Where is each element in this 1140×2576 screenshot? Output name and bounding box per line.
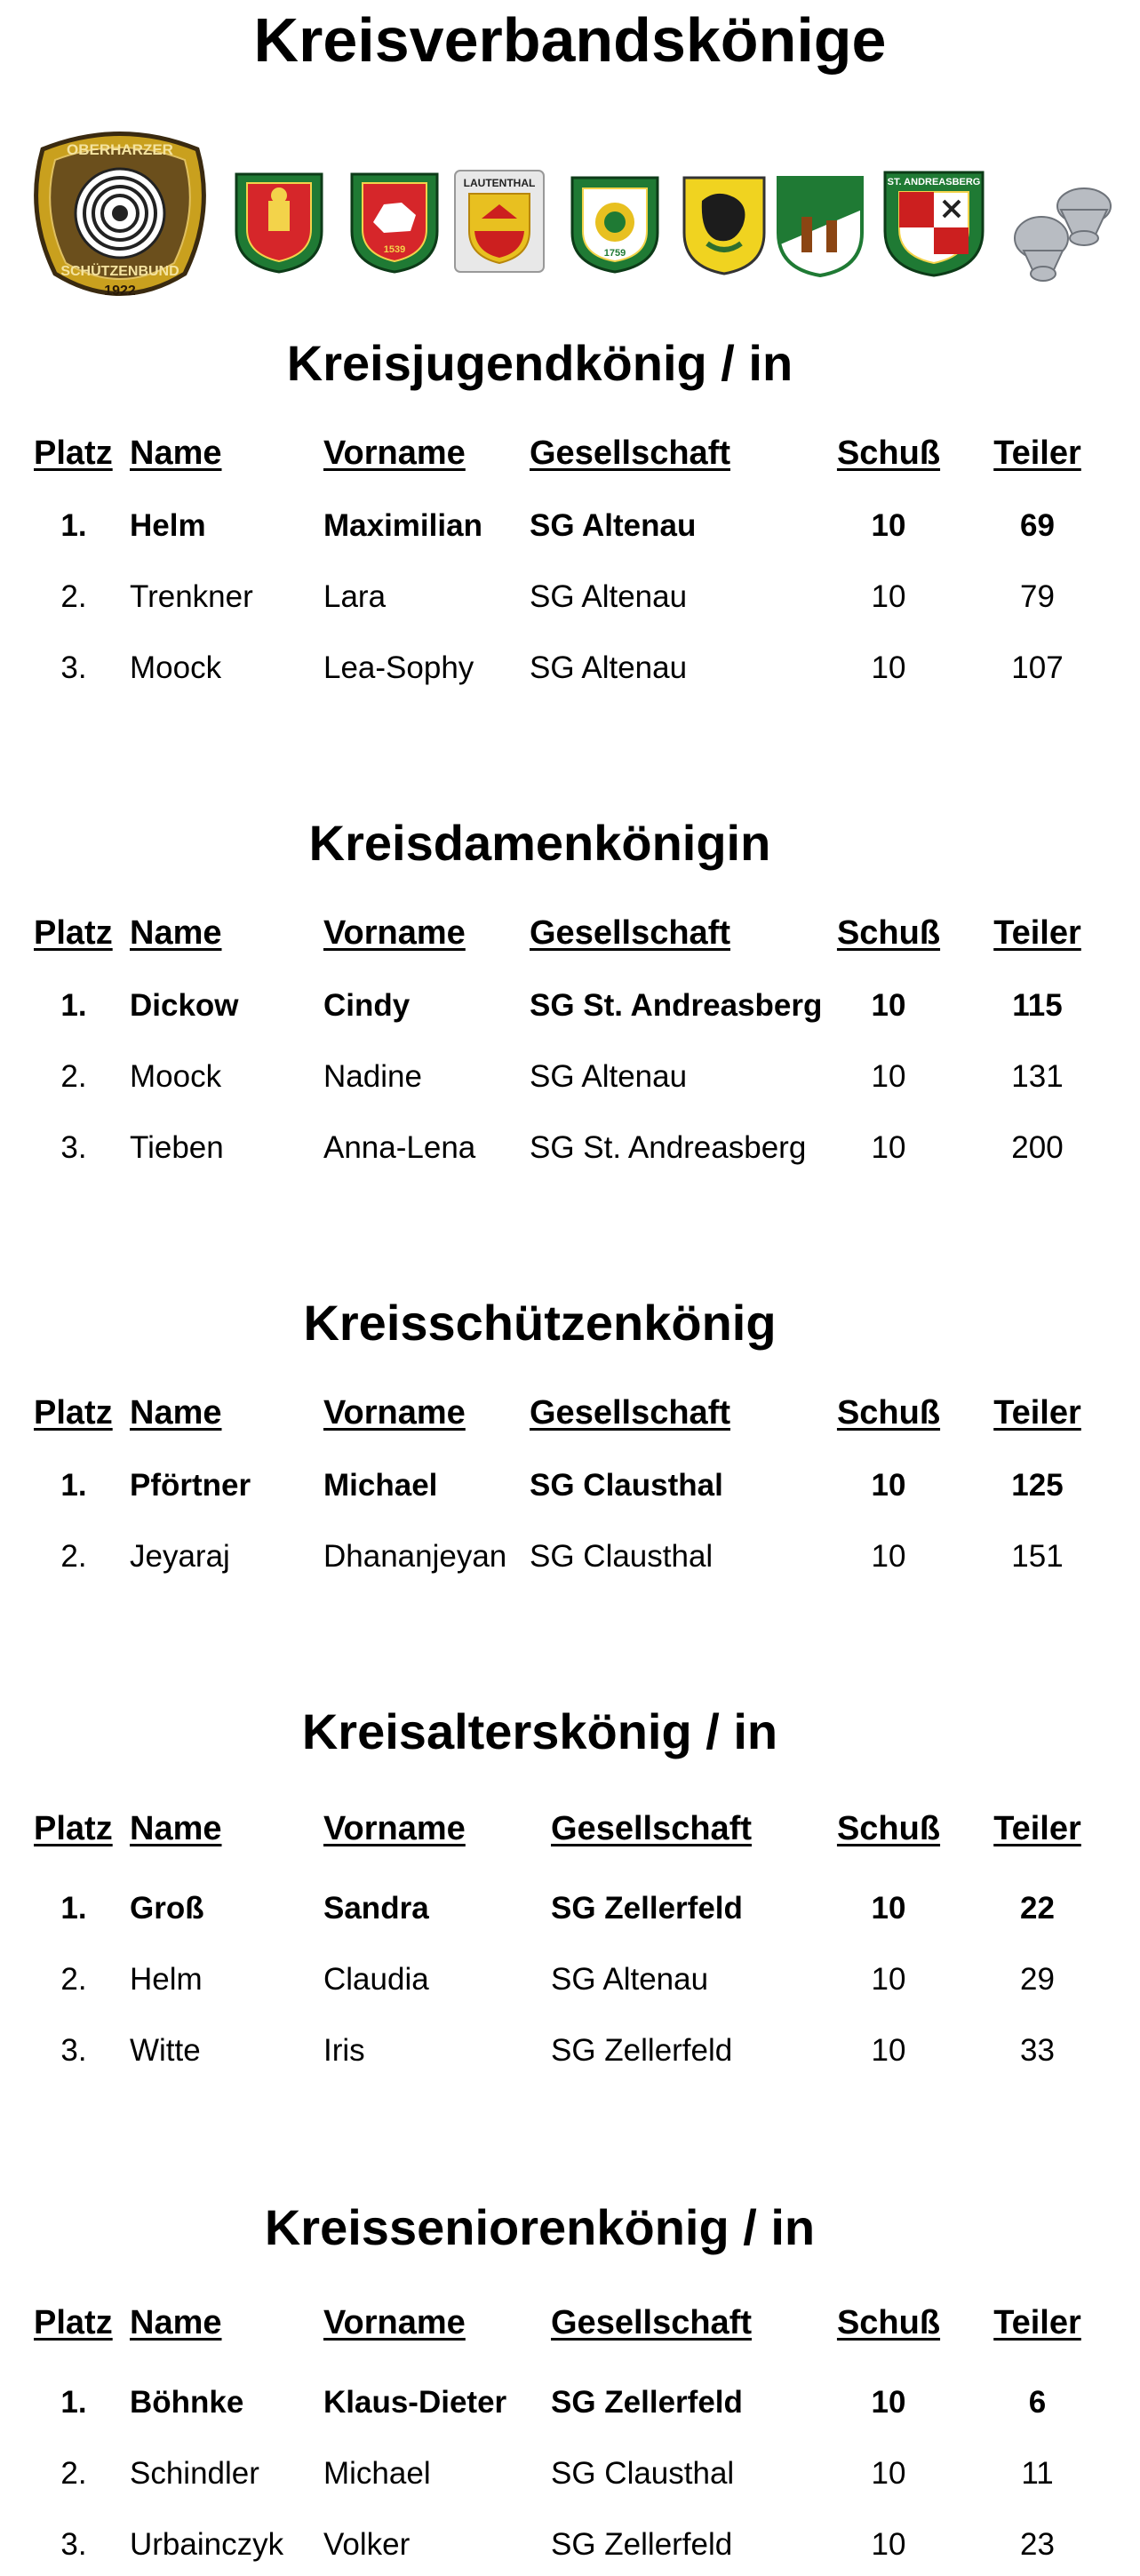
cell-gesellschaft: SG Altenau: [551, 1962, 709, 1997]
cell-name: Pförtner: [130, 1468, 251, 1503]
header-schuss: Schuß: [836, 914, 941, 952]
cell-vorname: Lea-Sophy: [323, 650, 474, 685]
cell-teiler: 23: [1020, 2527, 1055, 2562]
cell-schuss: 10: [871, 1130, 906, 1165]
cell-vorname: Michael: [323, 2456, 431, 2491]
cell-teiler: 11: [1021, 2456, 1054, 2491]
header-vorname: Vorname: [323, 435, 466, 472]
header-teiler: Teiler: [993, 2304, 1081, 2341]
cell-gesellschaft: SG Altenau: [530, 508, 697, 543]
header-name: Name: [130, 1810, 222, 1847]
cell-vorname: Anna-Lena: [323, 1130, 476, 1165]
cell-gesellschaft: SG Altenau: [530, 1059, 688, 1094]
header-name: Name: [130, 914, 222, 952]
cell-name: Helm: [130, 508, 206, 543]
section-title: Kreisalterskönig / in: [301, 1703, 778, 1759]
cell-gesellschaft: SG Altenau: [530, 579, 688, 614]
header-gesellschaft: Gesellschaft: [530, 435, 730, 472]
header-platz: Platz: [34, 435, 113, 472]
section-title: Kreisjugendkönig / in: [286, 335, 793, 391]
cell-schuss: 10: [871, 988, 906, 1023]
cell-platz: 1.: [60, 988, 87, 1023]
cell-teiler: 22: [1020, 1891, 1055, 1926]
header-teiler: Teiler: [993, 435, 1081, 472]
header-gesellschaft: Gesellschaft: [551, 2304, 752, 2341]
cell-platz: 3.: [60, 2033, 87, 2068]
cell-teiler: 125: [1011, 1468, 1064, 1503]
cell-gesellschaft: SG St. Andreasberg: [530, 1130, 807, 1165]
wildemann-crest: [681, 174, 768, 275]
header-schuss: Schuß: [836, 435, 941, 472]
cell-platz: 2.: [60, 1059, 87, 1094]
cell-vorname: Dhananjeyan: [323, 1539, 507, 1574]
cell-teiler: 69: [1020, 508, 1055, 543]
header-platz: Platz: [34, 914, 113, 952]
svg-text:1922: 1922: [104, 283, 136, 299]
cell-gesellschaft: SG Zellerfeld: [551, 2033, 733, 2068]
header-teiler: Teiler: [993, 1810, 1081, 1847]
cell-name: Tieben: [130, 1130, 224, 1165]
cell-name: Helm: [130, 1962, 203, 1997]
cell-vorname: Klaus-Dieter: [323, 2385, 507, 2420]
header-teiler: Teiler: [993, 914, 1081, 952]
header-teiler: Teiler: [993, 1394, 1081, 1432]
cell-schuss: 10: [871, 650, 906, 685]
oberharzer-schuetzenbund-logo: [25, 123, 215, 306]
cell-platz: 1.: [60, 2385, 87, 2420]
cell-platz: 1.: [60, 1468, 87, 1503]
cell-schuss: 10: [871, 508, 906, 543]
header-schuss: Schuß: [836, 1810, 941, 1847]
cell-schuss: 10: [871, 579, 906, 614]
cell-teiler: 151: [1011, 1539, 1064, 1574]
pellet-icon: [1002, 174, 1120, 290]
cell-platz: 2.: [60, 1962, 87, 1997]
cell-teiler: 33: [1020, 2033, 1055, 2068]
svg-text:1759: 1759: [603, 248, 626, 259]
cell-schuss: 10: [871, 2527, 906, 2562]
section-title: Kreisdamenkönigin: [308, 815, 771, 871]
cell-vorname: Cindy: [323, 988, 411, 1023]
section-title: Kreisseniorenkönig / in: [264, 2199, 816, 2255]
cell-gesellschaft: SG Clausthal: [530, 1539, 713, 1574]
header-platz: Platz: [34, 2304, 113, 2341]
cell-platz: 1.: [60, 1891, 87, 1926]
header-platz: Platz: [34, 1810, 113, 1847]
cell-vorname: Maximilian: [323, 508, 482, 543]
header-vorname: Vorname: [323, 2304, 466, 2341]
cell-gesellschaft: SG Altenau: [530, 650, 688, 685]
cell-platz: 3.: [60, 1130, 87, 1165]
cell-name: Trenkner: [130, 579, 253, 614]
cell-teiler: 200: [1011, 1130, 1064, 1165]
header-name: Name: [130, 435, 222, 472]
cell-name: Groß: [130, 1891, 204, 1926]
cell-teiler: 131: [1011, 1059, 1064, 1094]
section-title: Kreisschützenkönig: [303, 1295, 777, 1351]
header-vorname: Vorname: [323, 1394, 466, 1432]
cell-vorname: Volker: [323, 2527, 411, 2562]
header-gesellschaft: Gesellschaft: [530, 1394, 730, 1432]
cell-name: Dickow: [130, 988, 239, 1023]
svg-text:LAUTENTHAL: LAUTENTHAL: [463, 177, 536, 189]
header-vorname: Vorname: [323, 914, 466, 952]
svg-text:ST. ANDREASBERG: ST. ANDREASBERG: [887, 177, 981, 187]
cell-platz: 1.: [60, 508, 87, 543]
cell-schuss: 10: [871, 2385, 906, 2420]
cell-teiler: 79: [1020, 579, 1055, 614]
hahnenklee-crest: [775, 174, 865, 277]
cell-vorname: Michael: [323, 1468, 438, 1503]
header-gesellschaft: Gesellschaft: [551, 1810, 752, 1847]
cell-platz: 3.: [60, 650, 87, 685]
cell-schuss: 10: [871, 2033, 906, 2068]
header-platz: Platz: [34, 1394, 113, 1432]
cell-schuss: 10: [871, 1539, 906, 1574]
cell-schuss: 10: [871, 1962, 906, 1997]
cell-teiler: 115: [1012, 988, 1063, 1023]
cell-vorname: Claudia: [323, 1962, 429, 1997]
lautenthal-crest: [453, 169, 546, 274]
cell-schuss: 10: [871, 1059, 906, 1094]
cell-schuss: 10: [871, 1891, 906, 1926]
cell-gesellschaft: SG Zellerfeld: [551, 2527, 733, 2562]
cell-gesellschaft: SG Zellerfeld: [551, 1891, 743, 1926]
cell-name: Schindler: [130, 2456, 259, 2491]
header-name: Name: [130, 1394, 222, 1432]
cell-schuss: 10: [871, 2456, 906, 2491]
cell-teiler: 29: [1020, 1962, 1055, 1997]
buntenbock-crest: [569, 174, 661, 274]
cell-name: Böhnke: [130, 2385, 244, 2420]
cell-gesellschaft: SG Zellerfeld: [551, 2385, 743, 2420]
cell-name: Moock: [130, 1059, 222, 1094]
cell-platz: 2.: [60, 1539, 87, 1574]
cell-name: Urbainczyk: [130, 2527, 284, 2562]
cell-gesellschaft: SG Clausthal: [530, 1468, 723, 1503]
cell-gesellschaft: SG Clausthal: [551, 2456, 735, 2491]
cell-name: Jeyaraj: [130, 1539, 230, 1574]
cell-vorname: Lara: [323, 579, 387, 614]
cell-name: Moock: [130, 650, 222, 685]
zellerfeld-crest: [348, 169, 441, 274]
cell-platz: 2.: [60, 579, 87, 614]
svg-text:OBERHARZER: OBERHARZER: [67, 141, 173, 158]
cell-vorname: Iris: [323, 2033, 365, 2068]
svg-text:1539: 1539: [383, 244, 406, 255]
clausthal-crest: [233, 169, 325, 274]
cell-platz: 3.: [60, 2527, 87, 2562]
header-schuss: Schuß: [836, 1394, 941, 1432]
header-name: Name: [130, 2304, 222, 2341]
svg-text:SCHÜTZENBUND: SCHÜTZENBUND: [60, 264, 179, 279]
header-vorname: Vorname: [323, 1810, 466, 1847]
header-schuss: Schuß: [836, 2304, 941, 2341]
cell-teiler: 6: [1028, 2385, 1047, 2420]
cell-teiler: 107: [1011, 650, 1064, 685]
cell-platz: 2.: [60, 2456, 87, 2491]
cell-schuss: 10: [871, 1468, 906, 1503]
cell-vorname: Sandra: [323, 1891, 429, 1926]
cell-gesellschaft: SG St. Andreasberg: [530, 988, 823, 1023]
header-gesellschaft: Gesellschaft: [530, 914, 730, 952]
st-andreasberg-crest: [881, 169, 986, 277]
cell-vorname: Nadine: [323, 1059, 422, 1094]
cell-name: Witte: [130, 2033, 201, 2068]
page-title: Kreisverbandskönige: [253, 5, 887, 75]
